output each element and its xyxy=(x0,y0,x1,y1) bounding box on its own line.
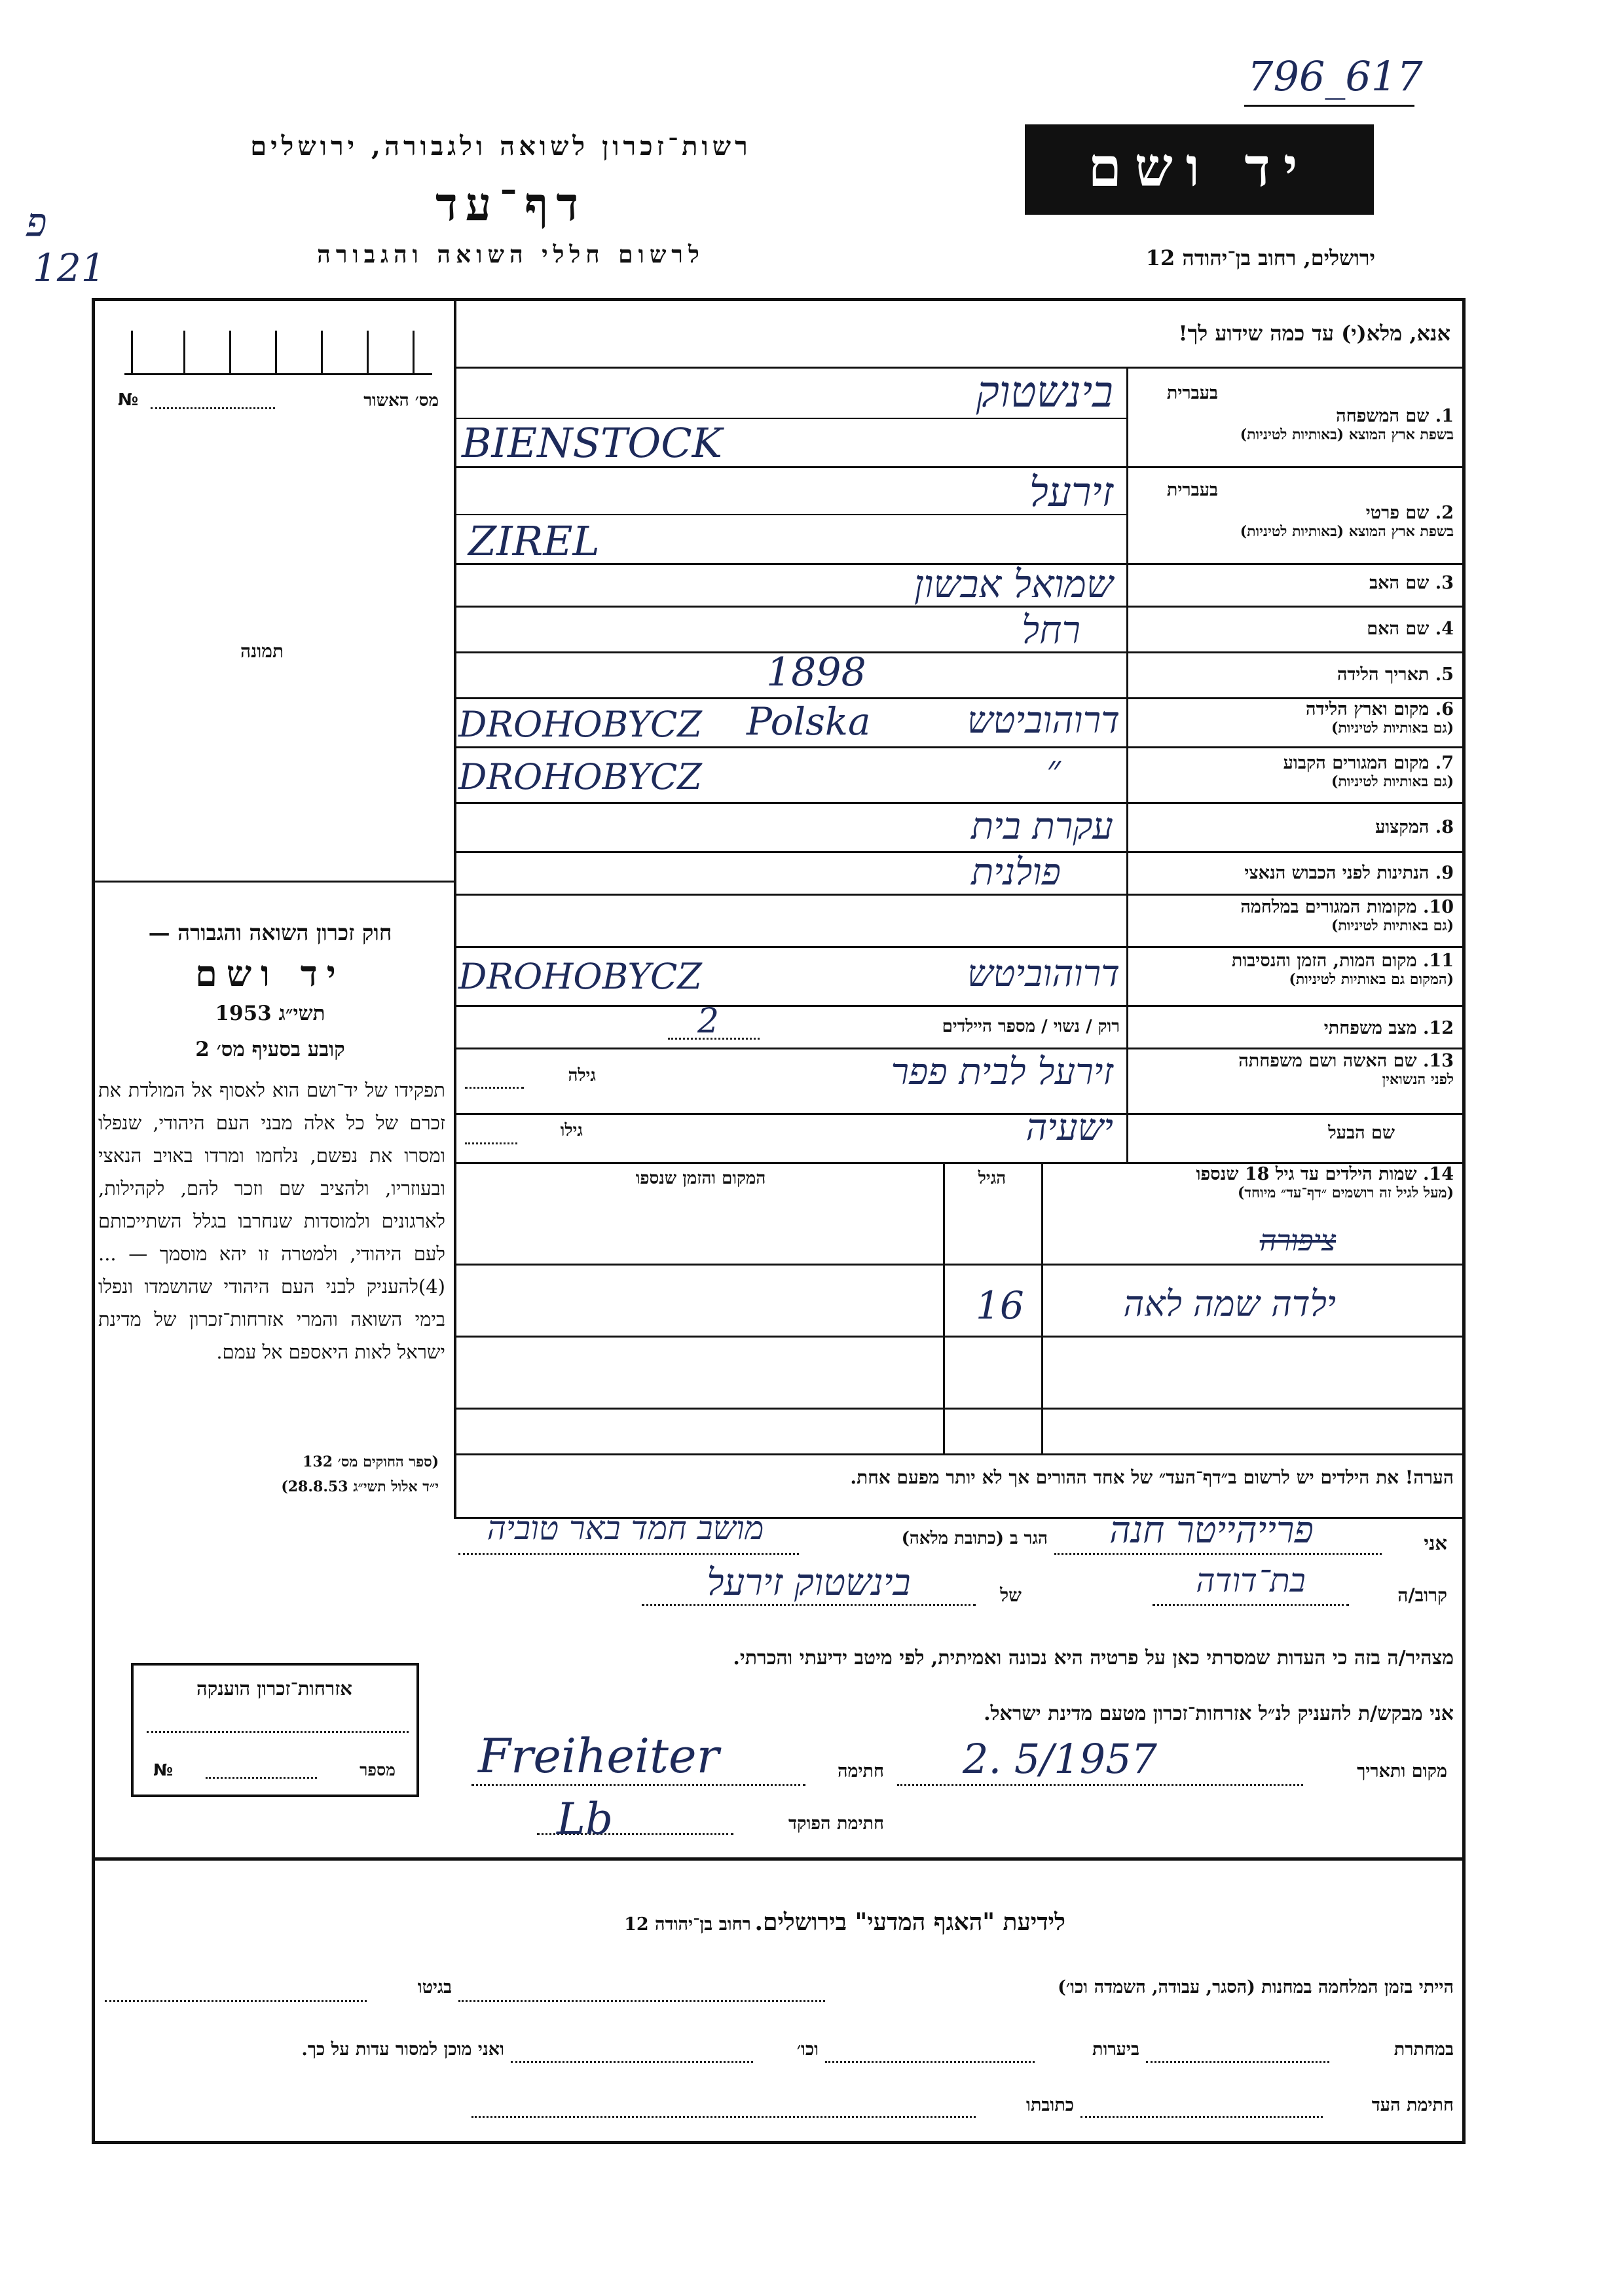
citizenship-no-suffix: № xyxy=(153,1760,174,1779)
law-year: 1953 xyxy=(215,1002,272,1025)
field7-value-latin[interactable]: DROHOBYCZ xyxy=(458,756,702,797)
field3-value[interactable]: שמואל אבשון xyxy=(913,562,1113,606)
field4-label xyxy=(1133,619,1454,639)
field8-num: 8. xyxy=(1435,817,1454,837)
field6-value-hebrew[interactable]: דרוהוביטש xyxy=(967,699,1120,742)
relation[interactable]: בת־דודה xyxy=(1196,1561,1306,1599)
margin-note-number: 121 xyxy=(33,246,105,290)
archive-number: 796_617 xyxy=(1247,52,1423,100)
date-value[interactable]: 2. 5/1957 xyxy=(963,1735,1157,1783)
field2-num: 2. xyxy=(1435,503,1454,523)
field12-options: רוק / נשוי / מספר היילדים xyxy=(942,1017,1120,1036)
field7-value-hebrew[interactable]: ״ xyxy=(1046,746,1061,791)
law-year-row xyxy=(98,1002,442,1025)
field11-value-latin[interactable]: DROHOBYCZ xyxy=(458,956,702,997)
field13-sub: לפני הנשואין xyxy=(1382,1071,1454,1088)
line2-a: במחתרת xyxy=(1393,2039,1454,2060)
field5-title: תאריך הלידה xyxy=(1337,665,1430,685)
law-year-hebrew: תשי״ג xyxy=(278,1002,325,1025)
photo-label: תמונה xyxy=(240,640,284,662)
line2-d: ואני מוכן למסור עדות על כך. xyxy=(301,2039,504,2060)
field1-sub: בשפת ארץ המוצא (באותיות לטיניות) xyxy=(1240,426,1454,443)
address: ירושלים, רחוב בן־יהודה 12 xyxy=(1145,246,1375,270)
husband-age-label: גילו xyxy=(560,1121,583,1140)
field2-value-latin[interactable]: ZIREL xyxy=(468,517,600,565)
field6-sub: (גם באותיות לטיניות) xyxy=(1331,720,1454,737)
law-title: חוק זכרון השואה והגבורה — xyxy=(148,920,392,945)
field10-num: 10. xyxy=(1423,897,1454,917)
yad-vashem-logo xyxy=(1025,124,1374,215)
law-date: י״ד אלול תשי״ג 28.8.53) xyxy=(281,1478,439,1495)
field7-title: מקום המגורים הקבוע xyxy=(1283,753,1430,773)
signature-value[interactable]: Freiheiter xyxy=(478,1728,719,1783)
line2-b: ביערות xyxy=(1092,2039,1139,2060)
field8-value[interactable]: עקרת בית xyxy=(971,805,1113,848)
field13-value[interactable]: זירעל לבית פפר xyxy=(891,1051,1113,1093)
field9-label xyxy=(1133,863,1454,883)
children-sub: (מעל לגיל זה רושמים ״דף־עד״ מיוחד) xyxy=(1237,1184,1454,1201)
field1-value-latin[interactable]: BIENSTOCK xyxy=(462,419,722,467)
field8-title: המקצוע xyxy=(1375,817,1430,837)
field1-title: שם המשפחה xyxy=(1336,406,1430,426)
signature-label: חתימה xyxy=(837,1761,884,1781)
children-row2-name[interactable]: ילדה שמה לאה xyxy=(1123,1283,1336,1324)
field2-value-hebrew[interactable]: זירעל xyxy=(1029,468,1113,516)
approval-ticks xyxy=(124,331,432,375)
field9-num: 9. xyxy=(1435,863,1454,883)
field4-num: 4. xyxy=(1435,619,1454,639)
field3-num: 3. xyxy=(1435,573,1454,593)
field6-value-latin[interactable]: DROHOBYCZ xyxy=(458,704,702,745)
field2-sub: בשפת ארץ המוצא (באותיות לטיניות) xyxy=(1240,523,1454,540)
field2-hebrew-tag: בעברית xyxy=(1166,480,1218,500)
official-label: חתימת הפוקד xyxy=(788,1813,884,1834)
field12-num: 12. xyxy=(1423,1018,1454,1038)
law-text: תפקידו של יד־ושם הוא לאסוף אל המולדת את זכרם של כל אלה מבני העם היהודי, שנפלו ומסרו את נפשם, נלחמו ומרדו באויב הנאצי ובעוזריו, ולהציב שם וזכר להם, לקהילות, לארגונים ולמוסדות שנחרבו בגלל השתייכותם לעם היהודי, ולמטרה זו יהא מוסמך — ...(4)להעניק לבני העם היהודי שהושמדו ונפלו בימי השואה והמרי אזרחות־זכרון של מדינת ישראל לאות היאספם אל עמם. xyxy=(98,1079,445,1363)
field6-title: מקום וארץ הלידה xyxy=(1306,699,1430,720)
field7-label xyxy=(1133,753,1454,790)
footer-title: לידיעת "האגף המדעי" בירושלים. xyxy=(754,1908,1065,1936)
archive-number-underline xyxy=(1244,105,1414,107)
field2-title: שם פרטי xyxy=(1365,503,1430,523)
husband-value[interactable]: ישעיה xyxy=(1025,1106,1113,1149)
field12-title: מצב משפחתי xyxy=(1323,1018,1417,1038)
law-source: (ספר החוקים מס׳ 132 xyxy=(303,1453,439,1470)
field6-num: 6. xyxy=(1435,699,1454,720)
decl-line1-mid: הגר ב (כתובת מלאה) xyxy=(901,1529,1048,1548)
field10-label xyxy=(1133,897,1454,934)
citizenship-box xyxy=(131,1663,419,1797)
official-value[interactable]: Lb xyxy=(557,1794,614,1844)
field11-sub: (המקום גם באותיות לטיניות) xyxy=(1289,971,1454,988)
field5-num: 5. xyxy=(1435,665,1454,685)
declarant-address[interactable]: מושב חמד באר טוביה xyxy=(487,1509,764,1547)
field4-value[interactable]: רחל xyxy=(1022,608,1080,652)
field10-title: מקומות המגורים במלחמה xyxy=(1240,897,1417,917)
approval-no-suffix: № xyxy=(118,390,139,410)
camp-line-b: בגיטו xyxy=(417,1977,452,1997)
camp-line-a: הייתי בזמן המלחמה במחנות (הסגר, עבודה, השמדה וכו׳) xyxy=(1058,1977,1454,1997)
field10-sub: (גם באותיות לטיניות) xyxy=(1331,917,1454,934)
approval-label: מס׳ האשור xyxy=(363,391,439,410)
org-name: רשות־זכרון לשואה ולגבורה, ירושלים xyxy=(250,131,752,162)
field6-value-country[interactable]: Polska xyxy=(747,699,871,744)
witness-sig-label: חתימת העד xyxy=(1371,2095,1454,2115)
citizenship-box-title: אזרחות־זכרון הוענקה xyxy=(196,1677,352,1700)
children-col-place: המקום והזמן שנספו xyxy=(635,1169,766,1188)
children-row2-age[interactable]: 16 xyxy=(976,1283,1024,1328)
declarant-name[interactable]: פרייהייטר חנה xyxy=(1109,1509,1314,1552)
children-title: שמות הילדים עד גיל 18 שנספו xyxy=(1196,1164,1417,1184)
citizenship-no-label: מספר xyxy=(360,1760,396,1779)
form-title: דף־עד xyxy=(435,177,586,231)
field12-label xyxy=(1133,1018,1454,1038)
children-row1-struck[interactable]: ציפורה xyxy=(1259,1224,1336,1258)
field13-title: שם האשה ושם משפחתה xyxy=(1238,1051,1417,1071)
relative-of[interactable]: בינשטוק זירעל xyxy=(707,1561,911,1604)
field3-title: שם האב xyxy=(1369,573,1430,593)
decl-statement: מצהיר/ה בזה כי העדות שמסרתי כאן על פרטיה היא נכונה ואמיתית, לפי מיטב ידיעתי והכרתי. xyxy=(733,1647,1454,1669)
place-date-label: מקום ותאריך xyxy=(1357,1761,1447,1781)
decl-line2-of: של xyxy=(1000,1584,1022,1606)
form-subtitle: לרשום חללי השואה והגבורה xyxy=(317,241,705,268)
field3-label xyxy=(1133,573,1454,593)
field1-hebrew-tag: בעברית xyxy=(1166,383,1218,403)
field9-value[interactable]: פולנית xyxy=(971,851,1061,894)
husband-label: שם הבעל xyxy=(1328,1123,1395,1143)
note: הערה! את הילדים יש לרשום ב״דף־העד״ של אחד ההורים אך לא יותר מפעם אחת. xyxy=(850,1467,1454,1488)
field12-value[interactable]: 2 xyxy=(697,1002,720,1041)
field7-num: 7. xyxy=(1435,753,1454,773)
decl-line1-prefix: אני xyxy=(1424,1532,1447,1554)
field1-value-hebrew[interactable]: בינשטוק xyxy=(976,367,1113,417)
field11-num: 11. xyxy=(1423,951,1454,971)
children-col-age: הגיל xyxy=(978,1169,1006,1188)
field4-title: שם האם xyxy=(1367,619,1430,639)
field11-value-hebrew[interactable]: דרוהוביטש xyxy=(967,953,1120,995)
field13-num: 13. xyxy=(1423,1051,1454,1071)
field13-age-label: גילה xyxy=(568,1066,596,1085)
law-clause: קובע בסעיף מס׳ 2 xyxy=(195,1038,345,1061)
field5-label xyxy=(1133,665,1454,685)
witness-addr-label: כתובתו xyxy=(1026,2095,1074,2115)
children-label xyxy=(1048,1164,1454,1201)
field2-label xyxy=(1133,503,1454,540)
line2-c: וכו׳ xyxy=(796,2039,819,2060)
field1-num: 1. xyxy=(1435,406,1454,426)
field7-sub: (גם באותיות לטיניות) xyxy=(1331,773,1454,790)
footer-address: רחוב בן־יהודה 12 xyxy=(624,1914,751,1935)
instruction: אנא, מלא(י) עד כמה שידוע לך! xyxy=(1178,321,1450,346)
field6-label xyxy=(1133,699,1454,737)
field8-label xyxy=(1133,817,1454,837)
margin-note-top: פ xyxy=(26,200,47,246)
law-name: יד ושם xyxy=(195,953,345,994)
footer-title-row xyxy=(471,1908,1218,1936)
field5-value[interactable]: 1898 xyxy=(766,649,866,695)
decl-line2-prefix: קרוב/ה xyxy=(1397,1584,1447,1606)
children-num: 14. xyxy=(1423,1164,1454,1184)
field1-label xyxy=(1133,406,1454,443)
field11-title: מקום המות, הזמן והנסיבות xyxy=(1231,951,1417,971)
field9-title: הנתינות לפני הכבוש הנאצי xyxy=(1244,863,1430,883)
field13-label xyxy=(1133,1051,1454,1088)
logo-text: יד ושם xyxy=(1088,136,1311,199)
decl-request: אני מבקש/ת להעניק לנ״ל אזרחות־זכרון מטעם מדינת ישראל. xyxy=(984,1702,1454,1725)
field11-label xyxy=(1133,951,1454,988)
